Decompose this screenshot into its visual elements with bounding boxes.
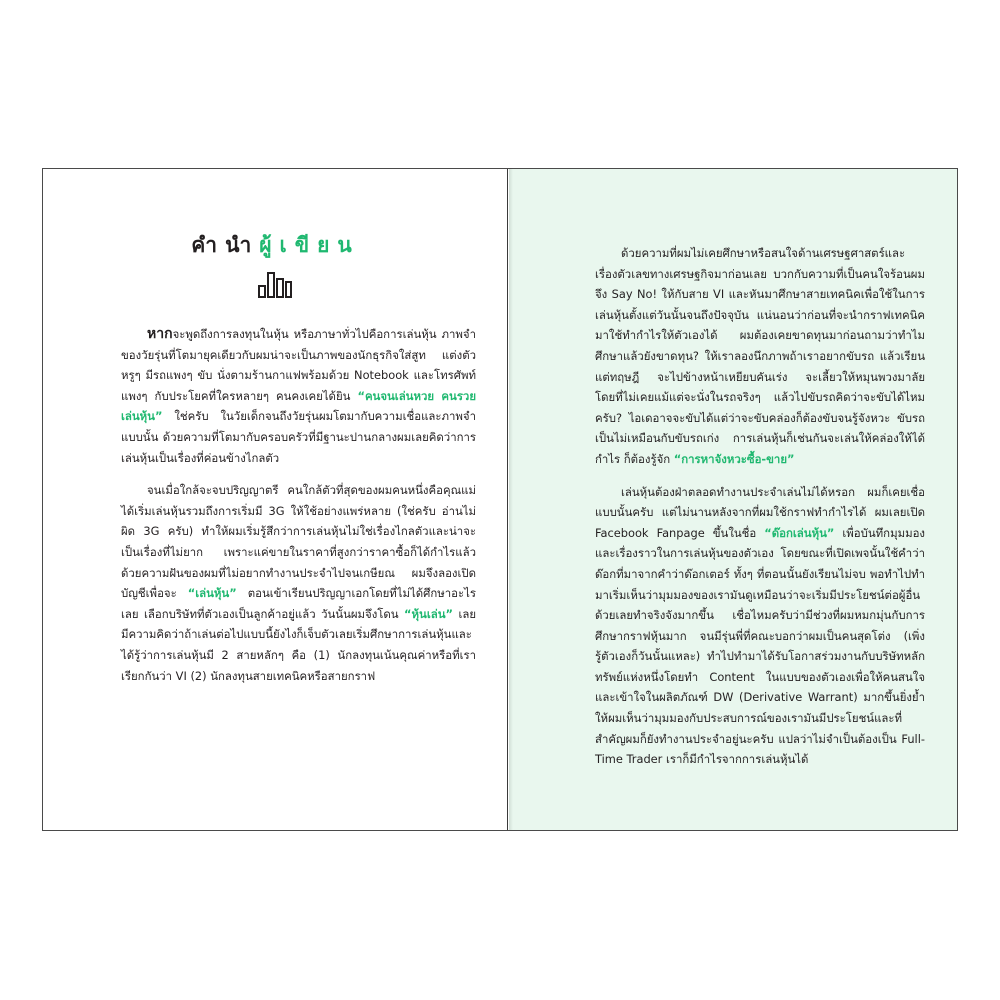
text-run: เลยมีความคิดว่าถ้าเล่นต่อไปแบบนี้ยังไงก็เจ็บตัวเลยเริ่มศึกษาการเล่นหุ้นและได้รู้ว่าการเล่นหุ้นมี 2 สายหลักๆ คือ (1) นักลงทุนเน้นคุณค่าหรือที่เราเรียกกันว่า VI (2) นักลงทุนสายเทคนิคหรือสายกราฟ: [121, 606, 477, 683]
text-run: จนเมื่อใกล้จะจบปริญญาตรี คนใกล้ตัวที่สุดของผมคนหนึ่งคือคุณแม่ได้เริ่มเล่นหุ้นรวมถึงการเริ่มมี 3G ให้ใช้อย่างแพร่หลาย (ใช่ครับ อ่านไม่ผิด 3G ครับ) ทำให้ผมเริ่มรู้สึกว่าการเล่นหุ้นไม่ใช่เรื่องไกลตัวและน่าจะเป็นเรื่องที่ไม่ยาก เพราะแค่ขายในราคาที่สูงกว่าราคาซื้อก็ได้กำไรแล้ว ด้วยความฝันของผมที่ไม่อยากทำงานประจำไปจนเกษียณ ผมจึงลองเปิดบัญชีเพื่อจะ: [121, 483, 476, 601]
right-page: [509, 169, 957, 830]
page-title: [43, 229, 508, 262]
text-run: ด้วยความที่ผมไม่เคยศึกษาหรือสนใจด้านเศรษฐศาสตร์และเรื่องตัวเลขทางเศรษฐกิจมาก่อนเลย บวกกับความที่เป็นคนใจร้อนผมจึง Say No! ให้กับสาย VI และหันมาศึกษาสายเทคนิคเพื่อใช้ในการเล่นหุ้นตั้งแต่วันนั้นจนถึงปัจจุบัน แน่นอนว่าก่อนที่จะนำกราฟเทคนิคมาใช้ทำกำไรให้ตัวเองได้ ผมต้องเคยขาดทุนมาก่อนถามว่าทำไมศึกษาแล้วยังขาดทุน? ให้เราลองนึกภาพถ้าเราอยากขับรถ แล้วเรียนแต่ทฤษฎี จะไปข้างหน้าเหยียบคันเร่ง จะเลี้ยวให้หมุนพวงมาลัย โดยที่ไม่เคยแม้แต่จะนั่งในรถจริงๆ แล้วไปขับรถคิดว่าจะขับได้ไหมครับ? ไอเดอาจจะขับได้แต่ว่าจะขับคล่องก็ต้องขับจนรู้จังหวะ ขับรถเป็นไม่เหมือนกับขับรถเก่ง การเล่นหุ้นก็เช่นกันจะเล่นให้คล่องให้ได้กำไร ก็ต้องรู้จัก: [595, 246, 925, 466]
highlighted-phrase: “การหาจังหวะซื้อ-ขาย”: [673, 451, 795, 466]
text-run: ใช่ครับ ในวัยเด็กจนถึงวัยรุ่นผมโตมากับความเชื่อและภาพจำแบบนั้น ด้วยความที่โตมากับครอบครัวที่มีฐานะปานกลางผมเลยคิดว่าการเล่นหุ้นเป็นเรื่องที่ค่อนข้างไกลตัว: [121, 409, 476, 465]
book-spread: [42, 168, 958, 831]
highlighted-phrase: “คนจนเล่นหวย คนรวยเล่นหุ้น”: [121, 388, 477, 424]
bar-chart-icon: [257, 270, 293, 298]
highlighted-phrase: “หุ้นเล่น”: [404, 606, 453, 621]
right-text-column: [595, 243, 925, 782]
highlighted-phrase: “ด๊อกเล่นหุ้น”: [764, 525, 835, 540]
lead-word: หาก: [147, 326, 173, 342]
left-paragraph-2: [121, 480, 476, 686]
right-paragraph-1: [595, 243, 925, 470]
right-paragraph-2: [595, 482, 925, 770]
text-run: ตอนเข้าเรียนปริญญาเอกโดยที่ไม่ได้ศึกษาอะไรเลย เลือกบริษัทที่ตัวเองเป็นลูกค้าอยู่แล้ว วันนั้นผมจึงโดน: [121, 586, 476, 621]
left-text-column: [121, 324, 476, 698]
gutter-shadow: [509, 169, 513, 830]
left-paragraph-1: [121, 324, 476, 468]
title-part-1: คำนำ: [191, 233, 260, 257]
highlighted-phrase: “เล่นหุ้น”: [187, 586, 237, 601]
text-run: เพื่อบันทึกมุมมองและเรื่องราวในการเล่นหุ้นของตัวเอง โดยขณะที่เปิดเพจนั้นใช้คำว่าด๊อกที่มาจากคำว่าด๊อกเตอร์ ทั้งๆ ที่ตอนนั้นยังเรียนไม่จบ พอทำไปทำมาเริ่มเห็นว่ามุมมองของเรามันดูเหมือนว่าจะเริ่มมีประโยชน์ต่อผู้อื่นด้วยเลยทำจริงจังมากขึ้น เชื่อไหมครับว่ามีช่วงที่ผมหมกมุ่นกับการศึกษากราฟหุ้นมาก จนมีรุ่นพี่ที่คณะบอกว่าผมเป็นคนสุดโต่ง (เพิ่งรู้ตัวเองก็วันนั้นแหละ) ทำไปทำมาได้รับโอกาสร่วมงานกับบริษัทหลักทรัพย์แห่งหนึ่งโดยทำ Content ในแบบของตัวเองเพื่อให้คนสนใจและเข้าใจในผลิตภัณฑ์ DW (Derivative Warrant) มากขึ้นยิ่งย้ำให้ผมเห็นว่ามุมมองกับประสบการณ์ของเรามันมีประโยชน์และที่สำคัญผมก็ยังทำงานประจำอยู่นะครับ แปลว่าไม่จำเป็นต้องเป็น Full-Time Trader เราก็มีกำไรจากการเล่นหุ้นได้: [595, 525, 925, 767]
title-part-2: ผู้เขียน: [259, 233, 360, 257]
left-page: [43, 169, 508, 830]
text-run: จะพูดถึงการลงทุนในหุ้น หรือภาษาทั่วไปคือการเล่นหุ้น ภาพจำของวัยรุ่นที่โตมายุคเดียวกับผมน่าจะเป็นภาพของนักธุรกิจใส่สูท แต่งตัวหรูๆ มีรถแพงๆ ขับ นั่งตามร้านกาแฟพร้อมด้วย Notebook และโทรศัพท์แพงๆ กับประโยคที่ใครหลายๆ คนคงเคยได้ยิน: [121, 327, 476, 403]
text-run: เล่นหุ้นต้องฝ่าตลอดทำงานประจำเล่นไม่ได้หรอก ผมก็เคยเชื่อแบบนั้นครับ แต่ไม่นานหลังจากที่ผมใช้กราฟทำกำไรได้ ผมเลยเปิด Facebook Fanpage ขึ้นในชื่อ: [595, 484, 925, 540]
